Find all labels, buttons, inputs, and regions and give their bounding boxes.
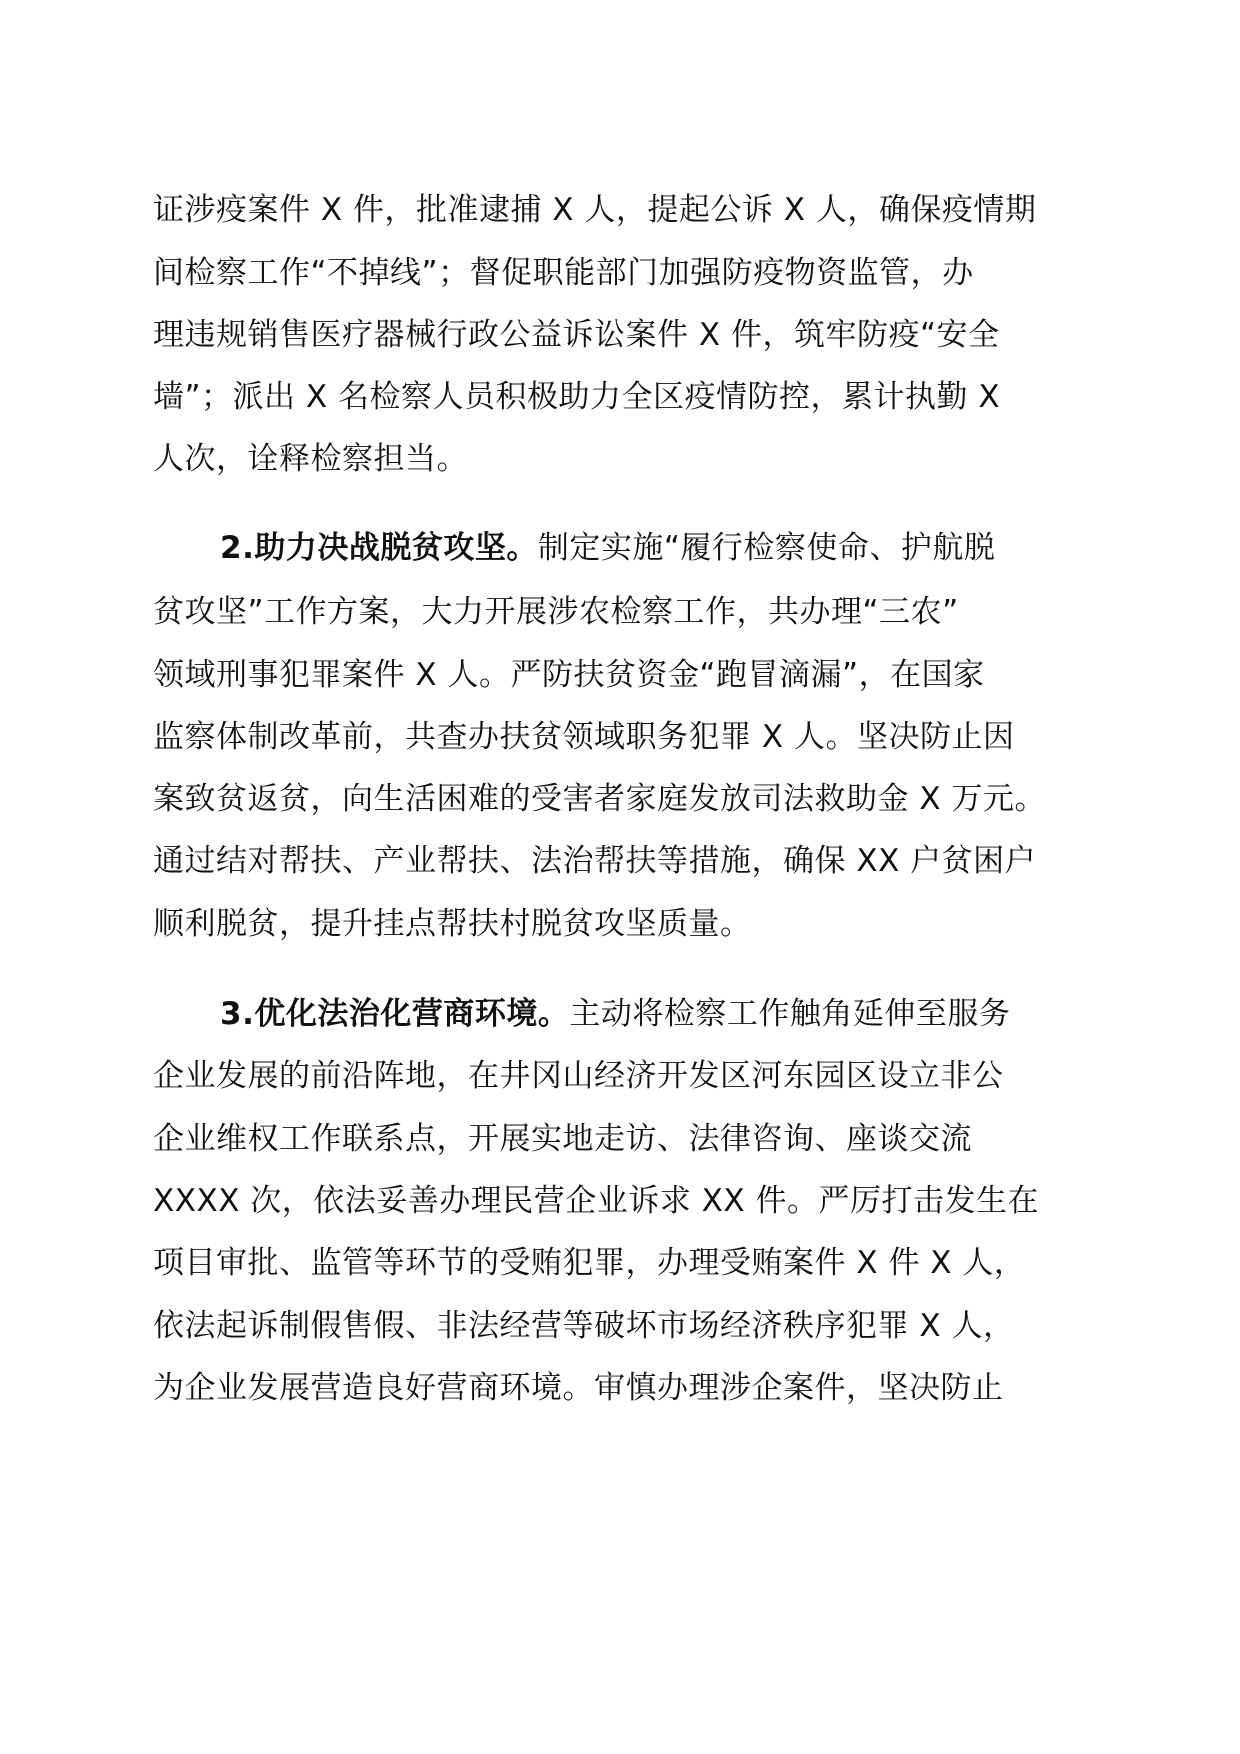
- paragraph-1-line-2: 间检察工作“不掉线”；督促职能部门加强防疫物资监管，办: [153, 255, 974, 291]
- paragraph-3-line-4: XXXX 次，依法妥善办理民营企业诉求 XX 件。严厉打击发生在: [153, 1183, 1039, 1219]
- paragraph-3-line-3: 企业维权工作联系点，开展实地走访、法律咨询、座谈交流: [153, 1121, 972, 1157]
- paragraph-2-line-3: 领域刑事犯罪案件 X 人。严防扶贫资金“跑冒滴漏”，在国家: [153, 657, 985, 693]
- paragraph-2-heading: 2.助力决战脱贫攻坚。: [220, 530, 538, 566]
- paragraph-2-line-7: 顺利脱贫，提升挂点帮扶村脱贫攻坚质量。: [153, 906, 752, 942]
- paragraph-1-line-3: 理违规销售医疗器械行政公益诉讼案件 X 件，筑牢防疫“安全: [153, 317, 1000, 353]
- paragraph-3-line-5: 项目审批、监管等环节的受贿犯罪，办理受贿案件 X 件 X 人，: [153, 1245, 1026, 1281]
- paragraph-2-line-2: 贫攻坚”工作方案，大力开展涉农检察工作，共办理“三农”: [153, 594, 959, 630]
- paragraph-1-line-5: 人次，诠释检察担当。: [153, 441, 468, 477]
- paragraph-3-line-6: 依法起诉制假售假、非法经营等破坏市场经济秩序犯罪 X 人，: [153, 1308, 1015, 1344]
- paragraph-3-line-1: [220, 989, 1093, 1039]
- paragraph-1-line-1: 证涉疫案件 X 件，批准逮捕 X 人，提起公诉 X 人，确保疫情期: [153, 192, 1037, 228]
- paragraph-2-line-5: 案致贫返贫，向生活困难的受害者家庭发放司法救助金 X 万元。: [153, 781, 1046, 817]
- paragraph-2-line-1-text: 制定实施“履行检察使命、护航脱: [537, 530, 996, 566]
- paragraph-2-line-6: 通过结对帮扶、产业帮扶、法治帮扶等措施，确保 XX 户贫困户: [153, 843, 1037, 879]
- paragraph-3-line-2: 企业发展的前沿阵地，在井冈山经济开发区河东园区设立非公: [153, 1058, 1004, 1094]
- paragraph-2-line-1: [220, 523, 1093, 573]
- paragraph-3-line-1-text: 主动将检察工作触角延伸至服务: [569, 996, 1011, 1032]
- paragraph-2-line-4: 监察体制改革前，共查办扶贫领域职务犯罪 X 人。坚决防止因: [153, 719, 1015, 755]
- paragraph-3-line-7: 为企业发展营造良好营商环境。审慎办理涉企案件，坚决防止: [153, 1370, 1004, 1406]
- paragraph-1-line-4: 墙”；派出 X 名检察人员积极助力全区疫情防控，累计执勤 X: [153, 379, 1001, 415]
- paragraph-3-heading: 3.优化法治化营商环境。: [220, 996, 570, 1032]
